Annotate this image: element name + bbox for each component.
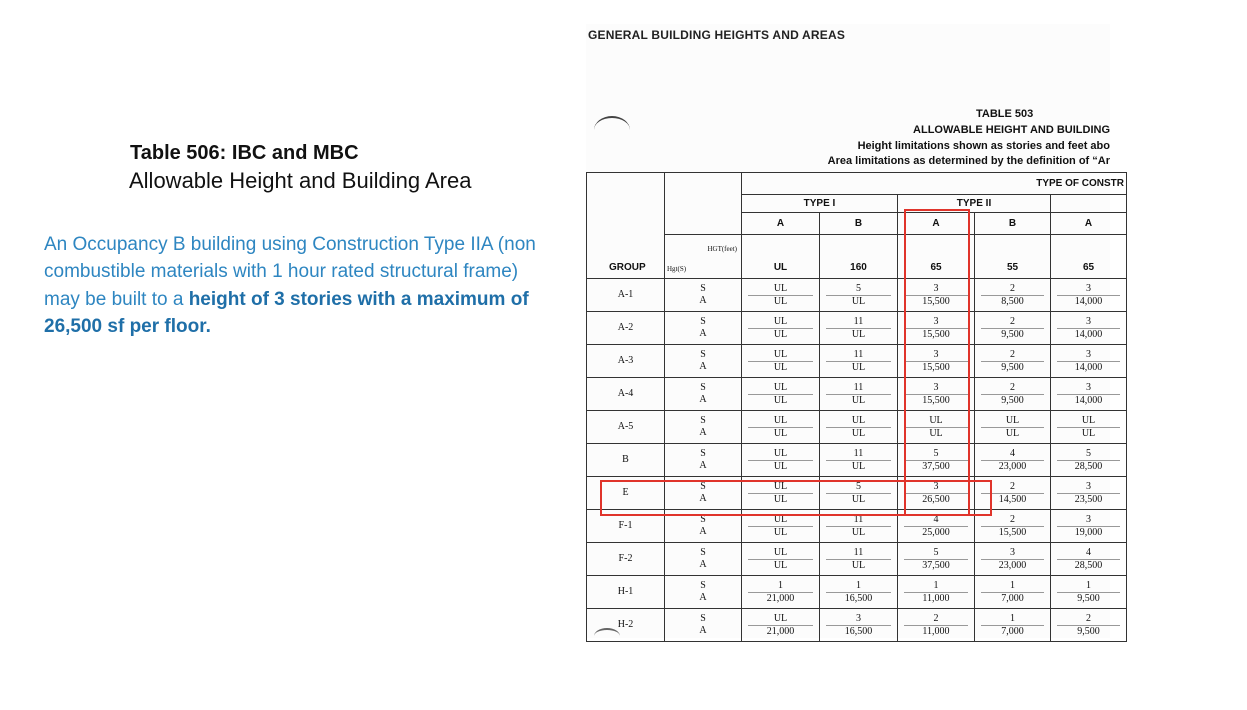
stories-label: S bbox=[700, 613, 706, 624]
area-value: UL bbox=[826, 295, 891, 308]
stories-value: UL bbox=[773, 348, 788, 360]
stories-value: 1 bbox=[1010, 612, 1015, 624]
stories-value: 1 bbox=[778, 579, 783, 591]
area-value: 26,500 bbox=[904, 493, 968, 506]
area-value: UL bbox=[748, 427, 813, 440]
stories-label: S bbox=[700, 481, 706, 492]
stories-value: 4 bbox=[933, 513, 939, 525]
stories-value: 11 bbox=[853, 447, 864, 459]
value-cell-c1 bbox=[742, 609, 820, 642]
description-emphasis: height of 3 stories with a maximum of 26,500 sf per floor. bbox=[44, 288, 529, 338]
type-2b-header: B bbox=[975, 213, 1051, 235]
value-cell-c5 bbox=[1051, 444, 1127, 477]
value-cell-c1 bbox=[742, 543, 820, 576]
value-cell-c5 bbox=[1051, 477, 1127, 510]
blank-header-3 bbox=[665, 213, 742, 235]
area-value: 23,000 bbox=[981, 559, 1044, 572]
stories-area-label-cell bbox=[665, 345, 742, 378]
area-value: UL bbox=[981, 427, 1044, 440]
table-row bbox=[587, 576, 1127, 609]
stories-value: 3 bbox=[933, 315, 939, 327]
area-value: 16,500 bbox=[826, 592, 891, 605]
stories-value: 2 bbox=[1010, 315, 1015, 327]
height-stories-label: Hgt(S) bbox=[667, 265, 687, 273]
value-cell-c1 bbox=[742, 312, 820, 345]
table-row bbox=[587, 378, 1127, 411]
value-cell-c5 bbox=[1051, 510, 1127, 543]
area-value: 7,000 bbox=[981, 625, 1044, 638]
value-cell-c5 bbox=[1051, 411, 1127, 444]
blank-header bbox=[665, 173, 742, 195]
stories-area-label-cell bbox=[665, 543, 742, 576]
stories-area-label-cell bbox=[665, 411, 742, 444]
area-value: 9,500 bbox=[1057, 625, 1120, 638]
area-value: UL bbox=[826, 559, 891, 572]
stories-label: S bbox=[700, 514, 706, 525]
stories-value: 1 bbox=[1010, 579, 1015, 591]
table-number: TABLE 503 bbox=[976, 108, 1034, 120]
stories-value: 2 bbox=[1010, 381, 1015, 393]
stories-value: 3 bbox=[856, 612, 861, 624]
type-3a-header: A bbox=[1051, 213, 1127, 235]
stories-value: 2 bbox=[1010, 348, 1015, 360]
area-value: 9,500 bbox=[1057, 592, 1120, 605]
area-value: UL bbox=[748, 559, 813, 572]
area-value: 37,500 bbox=[904, 460, 968, 473]
description-text bbox=[44, 231, 544, 341]
stories-value: 4 bbox=[1086, 546, 1091, 558]
stories-value: 3 bbox=[1086, 315, 1091, 327]
area-label: A bbox=[699, 328, 707, 339]
area-label: A bbox=[699, 295, 707, 306]
value-cell-c2 bbox=[820, 312, 898, 345]
value-cell-c3 bbox=[898, 576, 975, 609]
type-1b-header: B bbox=[820, 213, 898, 235]
table-caption-height: Height limitations shown as stories and feet abo bbox=[857, 140, 1110, 152]
stories-value: 2 bbox=[933, 612, 939, 624]
stories-label: S bbox=[700, 283, 706, 294]
table-row bbox=[587, 411, 1127, 444]
group-header: GROUP bbox=[587, 173, 665, 279]
scanned-code-page bbox=[586, 24, 1125, 638]
stories-value: UL bbox=[773, 447, 788, 459]
area-label: A bbox=[699, 394, 707, 405]
value-cell-c1 bbox=[742, 279, 820, 312]
stories-value: 11 bbox=[853, 546, 864, 558]
value-cell-c2 bbox=[820, 543, 898, 576]
area-value: 28,500 bbox=[1057, 559, 1120, 572]
stories-value: 2 bbox=[1010, 513, 1015, 525]
group-cell: H-1 bbox=[587, 576, 665, 609]
table-row bbox=[587, 312, 1127, 345]
stories-value: UL bbox=[773, 414, 788, 426]
area-value: 11,000 bbox=[904, 592, 968, 605]
area-value: 21,000 bbox=[748, 625, 813, 638]
table-row bbox=[587, 609, 1127, 642]
type-1a-header: A bbox=[742, 213, 820, 235]
stories-value: 5 bbox=[1086, 447, 1091, 459]
value-cell-c3 bbox=[898, 543, 975, 576]
area-value: 14,000 bbox=[1057, 295, 1120, 308]
value-cell-c5 bbox=[1051, 312, 1127, 345]
area-value: 15,500 bbox=[904, 394, 968, 407]
stories-value: UL bbox=[1005, 414, 1020, 426]
height-value-1b: 160 bbox=[820, 235, 898, 279]
stories-value: 1 bbox=[933, 579, 939, 591]
value-cell-c3 bbox=[898, 609, 975, 642]
stories-value: 3 bbox=[1010, 546, 1015, 558]
area-value: 15,500 bbox=[904, 328, 968, 341]
type-2-header: TYPE II bbox=[898, 195, 1051, 213]
value-cell-c5 bbox=[1051, 609, 1127, 642]
height-value-2b: 55 bbox=[975, 235, 1051, 279]
highlight-group-e-row bbox=[600, 480, 992, 516]
area-label: A bbox=[699, 592, 707, 603]
area-value: UL bbox=[826, 328, 891, 341]
value-cell-c1 bbox=[742, 378, 820, 411]
area-value: 15,500 bbox=[981, 526, 1044, 539]
stories-label: S bbox=[700, 415, 706, 426]
group-cell: A-5 bbox=[587, 411, 665, 444]
value-cell-c5 bbox=[1051, 543, 1127, 576]
stories-value: UL bbox=[773, 612, 788, 624]
area-label: A bbox=[699, 559, 707, 570]
stories-value: 1 bbox=[856, 579, 861, 591]
area-value: 14,000 bbox=[1057, 328, 1120, 341]
area-value: UL bbox=[826, 526, 891, 539]
stories-label: S bbox=[700, 448, 706, 459]
value-cell-c4 bbox=[975, 312, 1051, 345]
stories-value: 3 bbox=[933, 480, 939, 492]
area-value: 8,500 bbox=[981, 295, 1044, 308]
value-cell-c2 bbox=[820, 411, 898, 444]
value-cell-c2 bbox=[820, 378, 898, 411]
area-value: 9,500 bbox=[981, 328, 1044, 341]
height-feet-label: HGT(feet) bbox=[707, 245, 737, 253]
stories-value: 2 bbox=[1086, 612, 1091, 624]
height-label-cell bbox=[665, 235, 742, 279]
value-cell-c4 bbox=[975, 411, 1051, 444]
height-value-3a: 65 bbox=[1051, 235, 1127, 279]
area-value: 23,500 bbox=[1057, 493, 1120, 506]
area-value: 11,000 bbox=[904, 625, 968, 638]
area-label: A bbox=[699, 526, 707, 537]
area-value: UL bbox=[748, 526, 813, 539]
height-value-1a: UL bbox=[742, 235, 820, 279]
value-cell-c1 bbox=[742, 444, 820, 477]
slide-title: Table 506: IBC and MBC bbox=[130, 142, 359, 164]
area-value: 25,000 bbox=[904, 526, 968, 539]
area-value: 14,500 bbox=[981, 493, 1044, 506]
table-503 bbox=[586, 172, 1127, 642]
stories-label: S bbox=[700, 382, 706, 393]
stories-value: 5 bbox=[933, 447, 939, 459]
value-cell-c5 bbox=[1051, 378, 1127, 411]
description-normal: An Occupancy B building using Construction Type IIA (non combustible materials with 1 hour rated structural frame) may be built to a bbox=[44, 234, 536, 310]
stories-value: UL bbox=[773, 282, 788, 294]
value-cell-c5 bbox=[1051, 279, 1127, 312]
area-value: 15,500 bbox=[904, 361, 968, 374]
area-value: 14,000 bbox=[1057, 394, 1120, 407]
area-value: UL bbox=[748, 295, 813, 308]
value-cell-c2 bbox=[820, 576, 898, 609]
stories-value: 3 bbox=[933, 381, 939, 393]
stories-value: 3 bbox=[1086, 381, 1091, 393]
value-cell-c1 bbox=[742, 345, 820, 378]
area-value: UL bbox=[826, 394, 891, 407]
stories-value: UL bbox=[929, 414, 943, 426]
value-cell-c4 bbox=[975, 576, 1051, 609]
area-value: 21,000 bbox=[748, 592, 813, 605]
area-value: UL bbox=[748, 328, 813, 341]
table-caption: ALLOWABLE HEIGHT AND BUILDING bbox=[913, 124, 1110, 136]
value-cell-c2 bbox=[820, 609, 898, 642]
type-of-construction-header: TYPE OF CONSTR bbox=[742, 173, 1127, 195]
area-value: UL bbox=[1057, 427, 1120, 440]
group-cell: F-1 bbox=[587, 510, 665, 543]
table-caption-area: Area limitations as determined by the definition of “Ar bbox=[827, 155, 1110, 167]
area-value: UL bbox=[826, 460, 891, 473]
value-cell-c2 bbox=[820, 444, 898, 477]
stories-value: 11 bbox=[853, 381, 864, 393]
area-value: 23,000 bbox=[981, 460, 1044, 473]
area-value: UL bbox=[748, 460, 813, 473]
area-value: 19,000 bbox=[1057, 526, 1120, 539]
stories-value: 3 bbox=[1086, 480, 1091, 492]
stories-value: UL bbox=[773, 381, 788, 393]
area-label: A bbox=[699, 460, 707, 471]
group-cell: A-2 bbox=[587, 312, 665, 345]
stories-area-label-cell bbox=[665, 576, 742, 609]
group-cell: A-1 bbox=[587, 279, 665, 312]
stories-value: 3 bbox=[1086, 348, 1091, 360]
value-cell-c2 bbox=[820, 345, 898, 378]
highlight-type-2a-column bbox=[904, 209, 970, 516]
group-cell: B bbox=[587, 444, 665, 477]
area-label: A bbox=[699, 361, 707, 372]
page-curl-mark bbox=[594, 116, 630, 144]
area-value: UL bbox=[748, 493, 813, 506]
height-value-2a: 65 bbox=[898, 235, 975, 279]
stories-value: UL bbox=[773, 480, 788, 492]
value-cell-c4 bbox=[975, 378, 1051, 411]
value-cell-c2 bbox=[820, 279, 898, 312]
stories-value: 2 bbox=[1010, 282, 1015, 294]
stories-value: 3 bbox=[933, 348, 939, 360]
blank-header-2 bbox=[665, 195, 742, 213]
stories-value: UL bbox=[1081, 414, 1096, 426]
stories-value: 5 bbox=[856, 480, 861, 492]
stories-value: 11 bbox=[853, 315, 864, 327]
area-value: 9,500 bbox=[981, 361, 1044, 374]
table-row bbox=[587, 279, 1127, 312]
group-cell: E bbox=[587, 477, 665, 510]
stories-value: 11 bbox=[853, 348, 864, 360]
area-value: 9,500 bbox=[981, 394, 1044, 407]
stories-value: 5 bbox=[933, 546, 939, 558]
stories-area-label-cell bbox=[665, 312, 742, 345]
stories-value: 11 bbox=[853, 513, 864, 525]
type-3-header bbox=[1051, 195, 1127, 213]
area-value: UL bbox=[826, 493, 891, 506]
table-row bbox=[587, 444, 1127, 477]
area-value: 14,000 bbox=[1057, 361, 1120, 374]
stories-area-label-cell bbox=[665, 279, 742, 312]
stories-value: 3 bbox=[1086, 282, 1091, 294]
stories-value: 1 bbox=[1086, 579, 1091, 591]
type-1-header: TYPE I bbox=[742, 195, 898, 213]
stories-value: UL bbox=[773, 546, 788, 558]
group-cell: A-3 bbox=[587, 345, 665, 378]
stories-value: UL bbox=[773, 513, 788, 525]
table-row bbox=[587, 345, 1127, 378]
table-row bbox=[587, 543, 1127, 576]
stories-label: S bbox=[700, 580, 706, 591]
value-cell-c1 bbox=[742, 411, 820, 444]
value-cell-c5 bbox=[1051, 345, 1127, 378]
group-cell: H-2 bbox=[587, 609, 665, 642]
area-value: UL bbox=[826, 427, 891, 440]
area-label: A bbox=[699, 493, 707, 504]
area-value: UL bbox=[826, 361, 891, 374]
stories-value: 3 bbox=[1086, 513, 1091, 525]
stories-area-label-cell bbox=[665, 444, 742, 477]
stories-value: UL bbox=[851, 414, 866, 426]
stories-value: 4 bbox=[1010, 447, 1015, 459]
area-value: 15,500 bbox=[904, 295, 968, 308]
area-value: UL bbox=[748, 394, 813, 407]
value-cell-c1 bbox=[742, 576, 820, 609]
value-cell-c4 bbox=[975, 345, 1051, 378]
value-cell-c5 bbox=[1051, 576, 1127, 609]
document-header: GENERAL BUILDING HEIGHTS AND AREAS bbox=[588, 28, 846, 42]
stories-label: S bbox=[700, 316, 706, 327]
area-value: 37,500 bbox=[904, 559, 968, 572]
group-cell: F-2 bbox=[587, 543, 665, 576]
slide-subtitle: Allowable Height and Building Area bbox=[129, 168, 472, 193]
stories-value: UL bbox=[773, 315, 788, 327]
group-cell: A-4 bbox=[587, 378, 665, 411]
area-value: 28,500 bbox=[1057, 460, 1120, 473]
value-cell-c4 bbox=[975, 543, 1051, 576]
value-cell-c4 bbox=[975, 279, 1051, 312]
area-value: UL bbox=[748, 361, 813, 374]
value-cell-c4 bbox=[975, 444, 1051, 477]
area-value: 7,000 bbox=[981, 592, 1044, 605]
stories-area-label-cell bbox=[665, 609, 742, 642]
area-label: A bbox=[699, 427, 707, 438]
stories-value: 5 bbox=[856, 282, 861, 294]
type-2a-header: A bbox=[898, 213, 975, 235]
area-value: UL bbox=[904, 427, 968, 440]
stories-value: 2 bbox=[1010, 480, 1015, 492]
stories-label: S bbox=[700, 349, 706, 360]
area-value: 16,500 bbox=[826, 625, 891, 638]
stories-value: 3 bbox=[933, 282, 939, 294]
area-label: A bbox=[699, 625, 707, 636]
stories-area-label-cell bbox=[665, 378, 742, 411]
stories-label: S bbox=[700, 547, 706, 558]
value-cell-c4 bbox=[975, 609, 1051, 642]
